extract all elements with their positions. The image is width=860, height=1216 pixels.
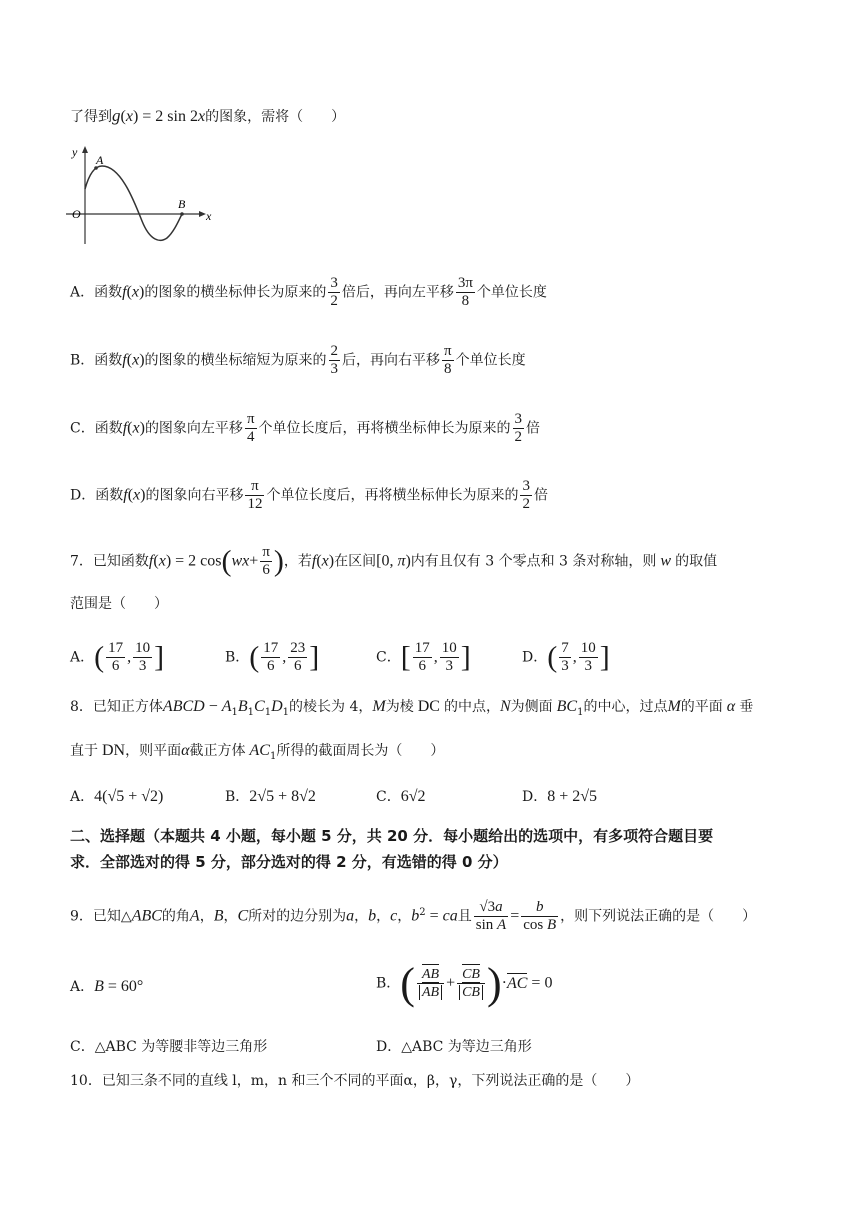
origin-label: O: [72, 207, 81, 221]
q8-b-label: B．: [225, 789, 250, 805]
q6-option-c: C．函数f(x)的图象向左平移 $\frac{\pi}{4}$ 个单位长度后，再将横坐标伸长为原来的 $\frac{3}{2}$ 倍: [70, 411, 541, 445]
q9-option-a: A．B = 60°: [70, 978, 144, 995]
q6-d-mid: 的图象向右平移: [145, 487, 244, 504]
q6-a-mid: 的图象的横坐标伸长为原来的: [144, 284, 327, 301]
axis-x-label: x: [206, 209, 212, 223]
q9-option-b: B．( $\frac{AB}{AB}$ + $\frac{CB}{CB}$ )·AC = 0: [376, 959, 553, 1008]
q7-option-a: A．( $\frac{17}{6}$ , $\frac{10}{3}$ ]: [70, 640, 165, 674]
q9-num: 9．已知△: [70, 908, 132, 925]
q6-b-post: 个单位长度: [455, 352, 526, 369]
q9-option-d: D．△ABC 为等边三角形: [376, 1039, 532, 1055]
q9-t4: ，则下列说法正确的是（ ）: [560, 908, 757, 925]
q8-line2d: 所得的截面周长为（ ）: [276, 743, 445, 759]
section2-heading-line1: 二、选择题（本题共 4 小题，每小题 5 分，共 20 分．每小题给出的选项中，有多项符合题目要: [70, 827, 714, 845]
point-b-label: B: [178, 197, 186, 211]
q8-line2a: 直于: [70, 743, 98, 759]
q7-d-label: D．: [522, 649, 548, 666]
q9-b-label: B．: [376, 975, 401, 992]
q8-line2: 直于 DN，则平面α截正方体 $AC_1$所得的截面周长为（ ）: [70, 742, 445, 762]
q8-stem: 8．已知正方体ABCD − $A_1B_1C_1D_1$的棱长为 4，M为棱 DC 的中点，N为侧面 $BC_1$的中心，过点M的平面 α 垂: [70, 698, 754, 718]
sine-graph: [66, 146, 216, 246]
q7-option-b: B．( $\frac{17}{6}$ , $\frac{23}{6}$ ]: [225, 640, 320, 674]
q6-option-a: A．函数f(x)的图象的横坐标伸长为原来的 $\frac{3}{2}$ 倍后，再向左平移 $\frac{3\pi}{8}$ 个单位长度: [70, 275, 547, 309]
q8-t4: 为侧面: [510, 699, 553, 715]
q6-d-pre: D．函数: [70, 487, 124, 504]
point-a-label: A: [96, 153, 104, 167]
q6-b-mid: 的图象的横坐标缩短为原来的: [144, 352, 327, 369]
q8-d-label: D．: [522, 789, 548, 805]
q6-c-mid: 的图象向左平移: [144, 420, 243, 437]
q6-option-b: B．函数f(x)的图象的横坐标缩短为原来的 $\frac{2}{3}$ 后，再向右平移 $\frac{\pi}{8}$ 个单位长度: [70, 343, 526, 377]
section2-heading-line2: 求．全部选对的得 5 分，部分选对的得 2 分，有选错的得 0 分）: [70, 853, 508, 871]
q7-c-label: C．: [376, 649, 401, 666]
q6-option-d: D．函数f(x)的图象向右平移 $\frac{\pi}{12}$ 个单位长度后，再将横坐标伸长为原来的 $\frac{3}{2}$ 倍: [70, 478, 548, 512]
q6-a-mid2: 倍后，再向左平移: [341, 284, 454, 301]
q6-c-pre: C．函数: [70, 420, 123, 437]
q6-b-pre: B．函数: [70, 352, 123, 369]
q7-line2: 范围是（ ）: [70, 596, 168, 612]
q9-t3: 且: [457, 908, 472, 925]
q8-option-d: D．8 + 2√5: [522, 788, 598, 805]
q6-d-mid2: 个单位长度后，再将横坐标伸长为原来的: [266, 487, 519, 504]
q6-a-pre: A．函数: [70, 284, 123, 301]
q8-t1: 的棱长为 4，: [289, 699, 373, 715]
q6-stem: 了得到g(x) = 2 sin 2x的图象，需将（ ）: [70, 106, 346, 125]
q9-t2: 所对的边分别为: [248, 908, 347, 925]
q7-t2: 在区间: [334, 553, 377, 570]
q8-line2b: ，则平面: [125, 743, 182, 759]
q8-c-label: C．: [376, 789, 401, 805]
q7-t4: 的取值: [675, 553, 718, 570]
q8-a-label: A．: [70, 789, 95, 805]
q7-t3: 内有且仅有 3 个零点和 3 条对称轴，则: [410, 553, 657, 570]
q9-t1: 的角: [161, 908, 190, 925]
q6-c-post: 倍: [526, 420, 541, 437]
q9-a-label: A．: [70, 979, 95, 995]
q6-d-post: 倍: [533, 487, 548, 504]
q7-option-d: D．( $\frac{7}{3}$ , $\frac{10}{3}$ ]: [522, 640, 610, 674]
q8-t5: 的中心，过点: [583, 699, 668, 715]
q7-num: 7．已知函数: [70, 553, 149, 570]
q8-line2c: 截正方体: [189, 743, 246, 759]
q7-t1: ，若: [283, 553, 312, 570]
q8-t6: 的平面: [680, 699, 723, 715]
q10-stem: 10．已知三条不同的直线 l，m，n 和三个不同的平面α，β，γ，下列说法正确的是（ ）: [70, 1073, 640, 1089]
q7-b-label: B．: [225, 649, 250, 666]
q6-stem-pre: 了得到: [70, 109, 112, 125]
q6-b-mid2: 后，再向右平移: [342, 352, 441, 369]
q8-option-c: C．6√2: [376, 788, 426, 805]
q6-a-post: 个单位长度: [476, 284, 547, 301]
q7-option-c: C．[ $\frac{17}{6}$ , $\frac{10}{3}$ ]: [376, 640, 471, 674]
q8-option-b: B．2√5 + 8√2: [225, 788, 316, 805]
q6-stem-post: 的图象，需将（ ）: [205, 109, 346, 125]
q8-num: 8．已知正方体: [70, 699, 163, 715]
q8-t7: 垂: [739, 699, 754, 715]
q9-option-c: C．△ABC 为等腰非等边三角形: [70, 1039, 268, 1055]
q9-stem: 9．已知△ABC的角A，B，C所对的边分别为a，b，c，$b^2$ = ca且 $\frac{√3a}{\text{sin A}}$ = $\frac{b}{\text{cos B}}$ ，则下列说法正确的是（ ）: [70, 899, 757, 933]
q7-stem: 7．已知函数f(x) = 2 cos(wx+ $\frac{\pi}{6}$ )，若f(x)在区间[0, π)内有且仅有 3 个零点和 3 条对称轴，则 w 的取值: [70, 544, 718, 578]
q8-option-a: A．4(√5 + √2): [70, 788, 164, 805]
q8-t2: 为棱: [385, 699, 414, 715]
axis-y-label: y: [72, 146, 78, 159]
q7-a-label: A．: [70, 649, 95, 666]
q6-c-mid2: 个单位长度后，再将横坐标伸长为原来的: [258, 420, 511, 437]
q8-t3: 的中点，: [443, 699, 500, 715]
